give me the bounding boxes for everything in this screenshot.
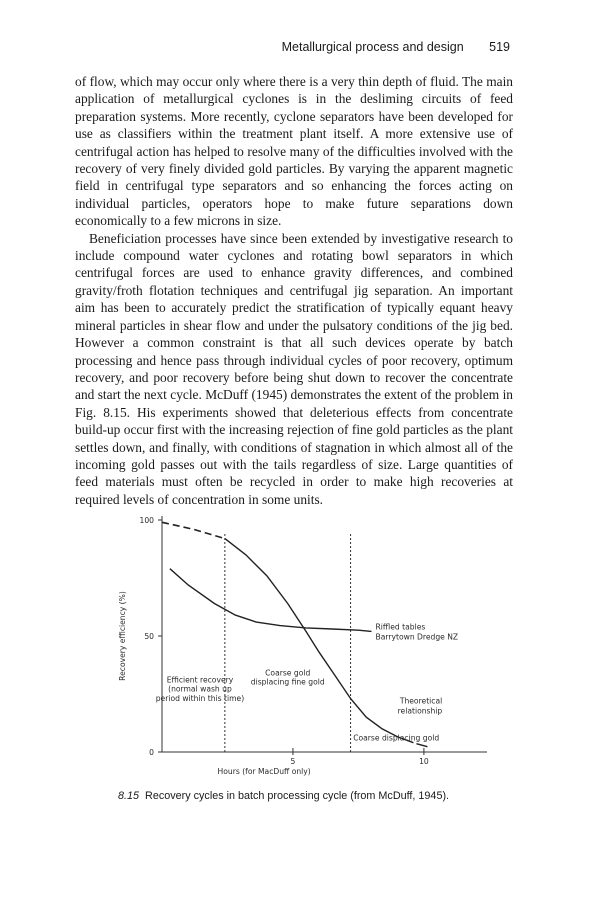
annotation-period-within: period within this time) — [155, 693, 245, 703]
recovery-chart — [112, 508, 512, 790]
series-theoretical-dashed — [162, 522, 225, 538]
series-theoretical-tail — [416, 744, 427, 747]
phase-markers — [225, 534, 351, 752]
paragraph-2: Beneficiation processes have since been extended by investigative research to include compound water cyclones and rotating bowl separators in which centrifugal forces are used to enhance gravity differences, and combined gravity/froth flotation techniques and centrifugal jig separation. An important aim has been to accurately predict the stratification of typically equant heavy mineral particles in shear flow and under the pulsatory conditions of the jig bed. However a common constraint is that all such devices operate by batch processing and hence pass through individual cycles of poor recovery, optimum recovery, and poor recovery before being shut down to recover the concentrate and start the next cycle. McDuff (1945) demonstrates the extent of the problem in Fig. 8.15. His experiments showed that deleterious effects from concentrate build-up occur first with the increasing rejection of fine gold particles as the plant settles down, and finally, with conditions of stagnation in which almost all of the incoming gold passes out with the tails regardless of size. Large quantities of feed materials must often be recycled in order to make high recoveries at required levels of concentration in some units. — [75, 230, 513, 507]
theoretical-series-label: Theoretical — [399, 696, 443, 706]
chart-labels — [118, 591, 458, 776]
y-axis-label: Recovery efficiency (%) — [118, 591, 127, 681]
figure-8-15 — [112, 508, 512, 790]
page-number: 519 — [489, 40, 510, 54]
paragraph-1: of flow, which may occur only where there is a very thin depth of fluid. The main application of metallurgical cyclones is in the desliming circuits of feed preparation systems. More recently, cyclone separators have been developed for use as classifiers within the treatment plant itself. A more extensive use of centrifugal action has helped to resolve many of the difficulties involved with the recovery of very finely divided gold particles. By varying the apparent magnetic field in centrifugal type separators and so enhancing the forces acting on individual particles, operators hope to make future separations down economically to a few microns in size. — [75, 74, 513, 229]
annotation-efficient-recovery: Efficient recovery — [166, 675, 234, 685]
running-header — [282, 40, 510, 54]
caption-text: Recovery cycles in batch processing cycle (from McDuff, 1945). — [145, 790, 450, 802]
y-tick-label: 100 — [139, 516, 154, 525]
annotation-coarse-gold: Coarse gold — [265, 668, 311, 678]
annotation-normal-wash-up: (normal wash up — [168, 684, 232, 694]
x-axis-label: Hours (for MacDuff only) — [217, 767, 311, 776]
series-riffled-line — [170, 569, 372, 632]
x-tick-label: 5 — [290, 757, 296, 766]
x-tick-label: 10 — [419, 757, 429, 766]
annotation-coarse-displacing-gold: Coarse displacing gold — [353, 733, 440, 743]
caption-number: 8.15 — [118, 790, 140, 802]
riffled-series-label: Barrytown Dredge NZ — [375, 632, 459, 642]
riffled-series-label: Riffled tables — [375, 622, 426, 632]
running-title: Metallurgical process and design — [281, 40, 464, 54]
y-tick-label: 0 — [149, 748, 154, 757]
y-tick-label: 50 — [144, 632, 154, 641]
theoretical-series-label: relationship — [397, 706, 443, 716]
body-text — [75, 73, 513, 508]
figure-caption — [118, 790, 449, 802]
annotation-displacing-fine-gold: displacing fine gold — [250, 677, 325, 687]
